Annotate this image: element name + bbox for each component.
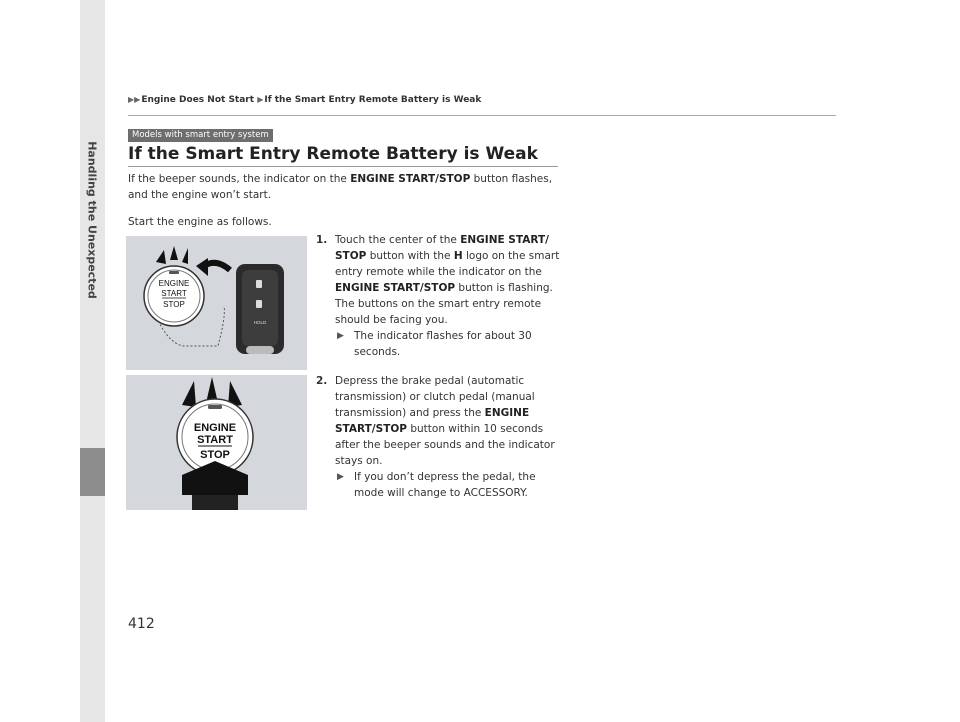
sidebar-tab-marker: [80, 448, 105, 496]
fig1-engine-label: ENGINE: [158, 279, 190, 288]
breadcrumb: [128, 95, 481, 105]
step-text: Depress the brake pedal (automatic transmission) or clutch pedal (manual transmission) and press the: [335, 375, 535, 419]
step-text: logo on the smart entry remote while the indicator on the: [335, 250, 560, 278]
step-2: [316, 373, 564, 501]
flash-mark-icon: [156, 250, 166, 264]
section-title-rule: [128, 166, 558, 167]
step-text: Touch the center of the: [335, 234, 461, 246]
intro-bold: ENGINE START/STOP: [350, 173, 471, 185]
fig1-start-label: START: [161, 289, 187, 298]
note-text: If you don’t depress the pedal, the mode will change to ACCESSORY.: [354, 471, 536, 499]
sidebar-label: Handling the Unexpected: [85, 141, 99, 299]
breadcrumb-item-1[interactable]: Engine Does Not Start: [141, 95, 255, 105]
step-bold: ENGINE START/STOP: [335, 282, 456, 294]
step-text: button with the: [366, 250, 454, 262]
fig2-stop-label: STOP: [200, 449, 230, 461]
header-rule: [128, 115, 836, 116]
step-2-note: [335, 469, 564, 501]
flash-mark-icon: [182, 381, 196, 407]
step-number: 2.: [316, 375, 328, 387]
sidebar: [80, 0, 105, 722]
steps-list: [316, 232, 564, 514]
intro-paragraph: [128, 171, 558, 203]
step-text: button within 10 seconds after the beeper sounds and the indicator stays on.: [335, 423, 555, 467]
step-bold: ENGINE START/STOP: [335, 407, 530, 435]
step-bold: ENGINE START/ STOP: [335, 234, 549, 262]
page-number: 412: [128, 616, 155, 632]
figure-remote-touch: [126, 236, 307, 370]
step-bold: H: [453, 250, 463, 262]
intro-text: If the beeper sounds, the indicator on the: [128, 173, 351, 185]
fig1-hold-label: HOLD: [253, 320, 267, 325]
figure-press-button: [126, 375, 307, 510]
model-badge: Models with smart entry system: [128, 129, 273, 142]
section-title: If the Smart Entry Remote Battery is Weak: [128, 144, 538, 164]
step-number: 1.: [316, 234, 328, 246]
fig2-start-label: START: [197, 434, 233, 446]
step-text: button is flashing. The buttons on the smart entry remote should be facing you.: [335, 282, 553, 326]
double-chevron-icon: ▶: [337, 472, 344, 482]
fig1-stop-label: STOP: [163, 300, 185, 309]
double-chevron-icon: ▶: [337, 331, 344, 341]
double-chevron-icon: ▶▶: [128, 95, 141, 104]
note-text: The indicator flashes for about 30 seconds.: [354, 330, 532, 358]
flash-mark-icon: [170, 246, 178, 260]
chevron-icon: ▶: [257, 95, 264, 104]
fig2-engine-label: ENGINE: [193, 422, 237, 434]
intro-instruction: Start the engine as follows.: [128, 216, 272, 228]
step-1: [316, 232, 564, 360]
intro-text-end: button flashes, and the engine won’t start.: [128, 173, 553, 201]
step-1-note: [335, 328, 564, 360]
breadcrumb-item-2[interactable]: If the Smart Entry Remote Battery is Weak: [264, 95, 482, 105]
flash-mark-icon: [182, 248, 188, 264]
